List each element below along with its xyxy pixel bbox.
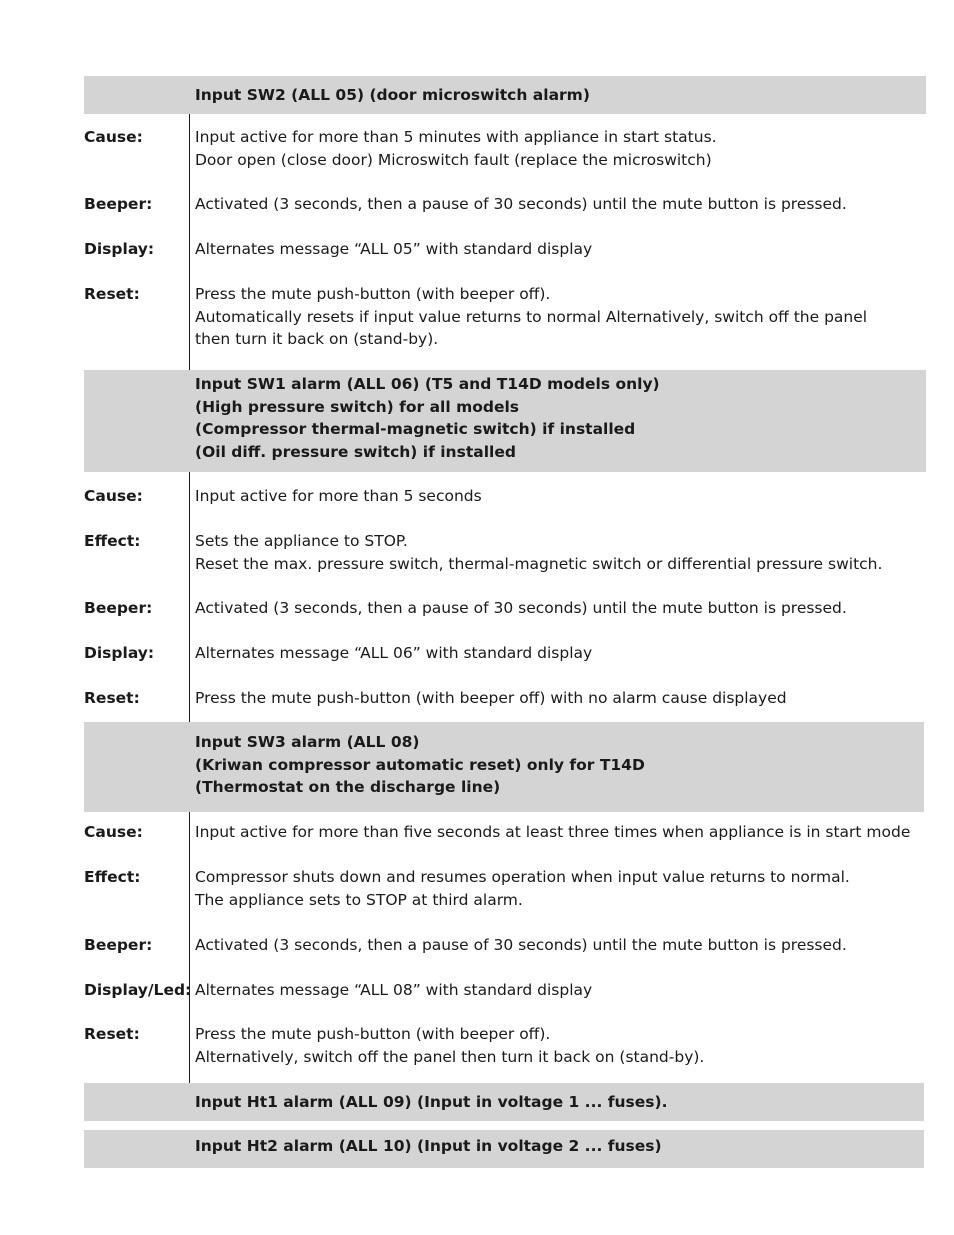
section-header-sw1 [84,370,926,472]
section-title: Input SW2 (ALL 05) (door microswitch alarm) [195,86,590,104]
value-line: The appliance sets to STOP at third alarm. [195,890,523,909]
row-value-cause [195,485,482,508]
row-label-beeper: Beeper: [84,599,153,617]
value-line: Press the mute push-button (with beeper off) with no alarm cause displayed [195,689,787,707]
value-line: Alternates message “ALL 05” with standard display [195,240,593,258]
value-line: Activated (3 seconds, then a pause of 30 seconds) until the mute button is pressed. [195,195,847,213]
section-title: Input SW1 alarm (ALL 06) (T5 and T14D models only) [195,375,660,393]
row-label-display: Display: [84,240,155,258]
row-label-reset: Reset: [84,689,140,707]
row-value-display-led [195,979,592,1002]
row-label-reset: Reset: [84,285,140,303]
row-value-effect [195,866,850,911]
row-value-beeper [195,193,847,216]
row-value-display [195,642,592,665]
section-subtitle: (Oil diff. pressure switch) if installed [195,442,516,461]
section-header-ht1 [84,1083,924,1121]
value-line: Activated (3 seconds, then a pause of 30 seconds) until the mute button is pressed. [195,599,847,617]
value-line: Press the mute push-button (with beeper off). [195,285,551,303]
value-line: Automatically resets if input value returns to normal Alternatively, switch off the panel [195,307,868,326]
value-line: Alternatively, switch off the panel then turn it back on (stand-by). [195,1047,705,1066]
row-label-beeper: Beeper: [84,936,153,954]
value-line: Input active for more than 5 minutes with appliance in start status. [195,128,717,146]
row-value-display [195,238,592,261]
value-line: Activated (3 seconds, then a pause of 30 seconds) until the mute button is pressed. [195,936,847,954]
value-line: Input active for more than five seconds at least three times when appliance is in start mode [195,823,911,841]
row-label-beeper: Beeper: [84,195,153,213]
row-label-display-led: Display/Led: [84,981,192,999]
row-label-display: Display: [84,644,155,662]
value-line: Input active for more than 5 seconds [195,487,482,505]
section-subtitle: (High pressure switch) for all models [195,397,520,416]
section-title: Input SW3 alarm (ALL 08) [195,733,420,751]
row-label-reset: Reset: [84,1025,140,1043]
row-value-beeper [195,597,847,620]
row-value-reset [195,687,787,710]
value-line: Sets the appliance to STOP. [195,532,408,550]
section-header-sw2 [84,76,926,114]
section-title: Input Ht1 alarm (ALL 09) (Input in voltage 1 ... fuses). [195,1093,668,1111]
section-header-ht2 [84,1130,924,1168]
section-subtitle: (Compressor thermal-magnetic switch) if installed [195,420,636,438]
row-label-cause: Cause: [84,487,143,505]
section-subtitle: (Kriwan compressor automatic reset) only for T14D [195,755,645,774]
column-divider [189,114,190,370]
value-line: Alternates message “ALL 08” with standard display [195,981,593,999]
row-value-effect [195,530,882,575]
row-label-cause: Cause: [84,823,143,841]
value-line: Compressor shuts down and resumes operation when input value returns to normal. [195,868,850,886]
row-label-effect: Effect: [84,868,141,886]
value-line: Press the mute push-button (with beeper off). [195,1025,551,1043]
value-line: Reset the max. pressure switch, thermal-magnetic switch or differential pressure switch. [195,554,883,573]
row-value-cause [195,821,910,844]
row-label-cause: Cause: [84,128,143,146]
section-title: Input Ht2 alarm (ALL 10) (Input in voltage 2 ... fuses) [195,1137,662,1155]
section-subtitle: (Thermostat on the discharge line) [195,778,501,796]
row-value-reset [195,283,867,351]
row-value-reset [195,1023,704,1068]
column-divider [189,472,190,722]
row-value-beeper [195,934,847,957]
value-line: then turn it back on (stand-by). [195,330,439,348]
row-label-effect: Effect: [84,532,141,550]
value-line: Door open (close door) Microswitch fault (replace the microswitch) [195,150,712,169]
column-divider [189,812,190,1083]
row-value-cause [195,126,717,171]
value-line: Alternates message “ALL 06” with standard display [195,644,593,662]
section-header-sw3 [84,722,924,812]
